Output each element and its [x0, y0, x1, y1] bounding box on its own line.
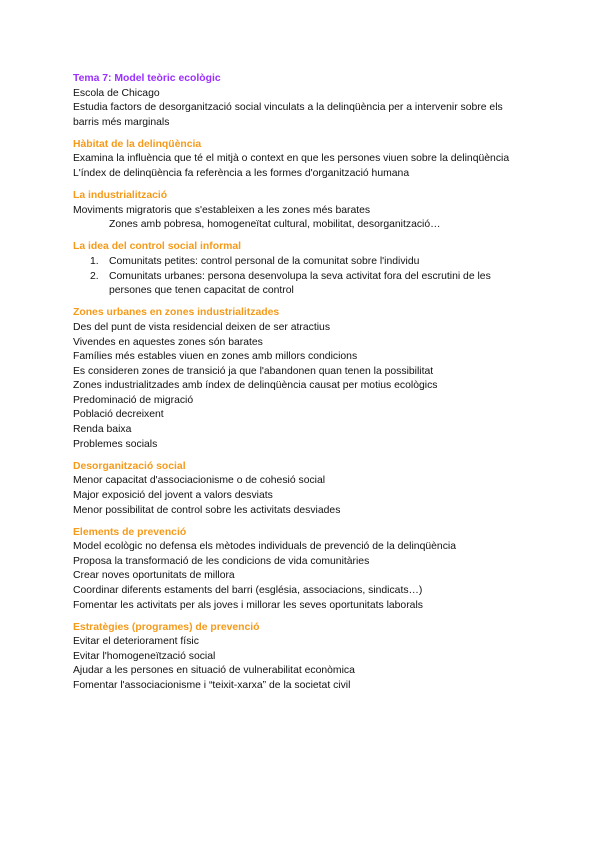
text-line: L'índex de delinqüència fa referència a les formes d'organització humana: [73, 168, 410, 180]
text-line: Menor possibilitat de control sobre les activitats desviades: [73, 504, 341, 516]
numbered-list: [73, 255, 523, 299]
text-line: Des del punt de vista residencial deixen de ser atractius: [73, 321, 331, 333]
text-line: Moviments migratoris que s'estableixen a les zones més barates: [73, 204, 371, 216]
indented-line: Zones amb pobresa, homogeneïtat cultural, mobilitat, desorganització…: [109, 219, 441, 231]
section-prevention-elements: [73, 526, 523, 614]
text-line: Evitar l'homogeneïtzació social: [73, 650, 216, 662]
list-item-text: Comunitats petites: control personal de la comunitat sobre l'individu: [109, 256, 420, 268]
text-line: Coordinar diferents estaments del barri (església, associacions, sindicats…): [73, 585, 423, 596]
section-prevention-strategies: [73, 621, 523, 694]
section-heading: La idea del control social informal: [73, 241, 242, 253]
section-heading: Hàbitat de la delinqüència: [73, 138, 202, 150]
section-industrialization: [73, 189, 523, 233]
list-item: [73, 255, 523, 270]
text-line: Renda baixa: [73, 424, 132, 436]
page-title: Tema 7: Model teòric ecològic: [73, 73, 221, 84]
text-line: Predominació de migració: [73, 394, 194, 406]
section-social-control: [73, 240, 523, 298]
text-line: Major exposició del jovent a valors desviats: [73, 489, 273, 501]
section-heading: Zones urbanes en zones industrialitzades: [73, 307, 280, 319]
section-heading: Desorganització social: [73, 460, 186, 472]
text-line: Població decreixent: [73, 409, 164, 421]
text-line: Crear noves oportunitats de millora: [73, 570, 235, 582]
section-intro: [73, 72, 523, 130]
section-heading: La industrialització: [73, 190, 168, 202]
text-line: Problemes socials: [73, 438, 158, 450]
text-line: Famílies més estables viuen en zones amb millors condicions: [73, 351, 358, 363]
list-number: 2.: [90, 270, 99, 282]
text-line: Vivendes en aquestes zones són barates: [73, 336, 263, 348]
section-urban-zones: [73, 306, 523, 452]
text-line: Es consideren zones de transició ja que l'abandonen quan tenen la possibilitat: [73, 365, 434, 377]
text-line: Menor capacitat d'associacionisme o de cohesió social: [73, 475, 326, 487]
section-heading: Estratègies (programes) de prevenció: [73, 621, 260, 633]
section-heading: Elements de prevenció: [73, 526, 187, 538]
text-line: Fomentar les activitats per als joves i millorar les seves oportunitats laborals: [73, 599, 423, 611]
text-line: Ajudar a les persones en situació de vulnerabilitat econòmica: [73, 665, 355, 677]
intro-line: Estudia factors de desorganització social vinculats a la delinqüència per a intervenir sobre els barris més marginals: [73, 102, 503, 128]
text-line: Fomentar l'associacionisme i “teixit-xarxa” de la societat civil: [73, 680, 351, 692]
section-habitat: [73, 138, 523, 182]
text-line: Examina la influència que té el mitjà o context en que les persones viuen sobre la delinqüència: [73, 153, 510, 165]
text-line: Proposa la transformació de les condicions de vida comunitàries: [73, 555, 370, 567]
text-line: Zones industrialitzades amb índex de delinqüència causat per motius ecològics: [73, 380, 438, 392]
intro-line: Escola de Chicago: [73, 87, 160, 99]
list-item-text: Comunitats urbanes: persona desenvolupa la seva activitat fora del escrutini de les persones que tenen capacitat de control: [109, 270, 491, 297]
document-content: [73, 72, 523, 701]
list-number: 1.: [90, 256, 99, 268]
section-social-disorganization: [73, 460, 523, 518]
text-line: Model ecològic no defensa els mètodes individuals de prevenció de la delinqüència: [73, 541, 456, 553]
text-line: Evitar el deteriorament físic: [73, 636, 199, 648]
list-item: [73, 270, 523, 299]
